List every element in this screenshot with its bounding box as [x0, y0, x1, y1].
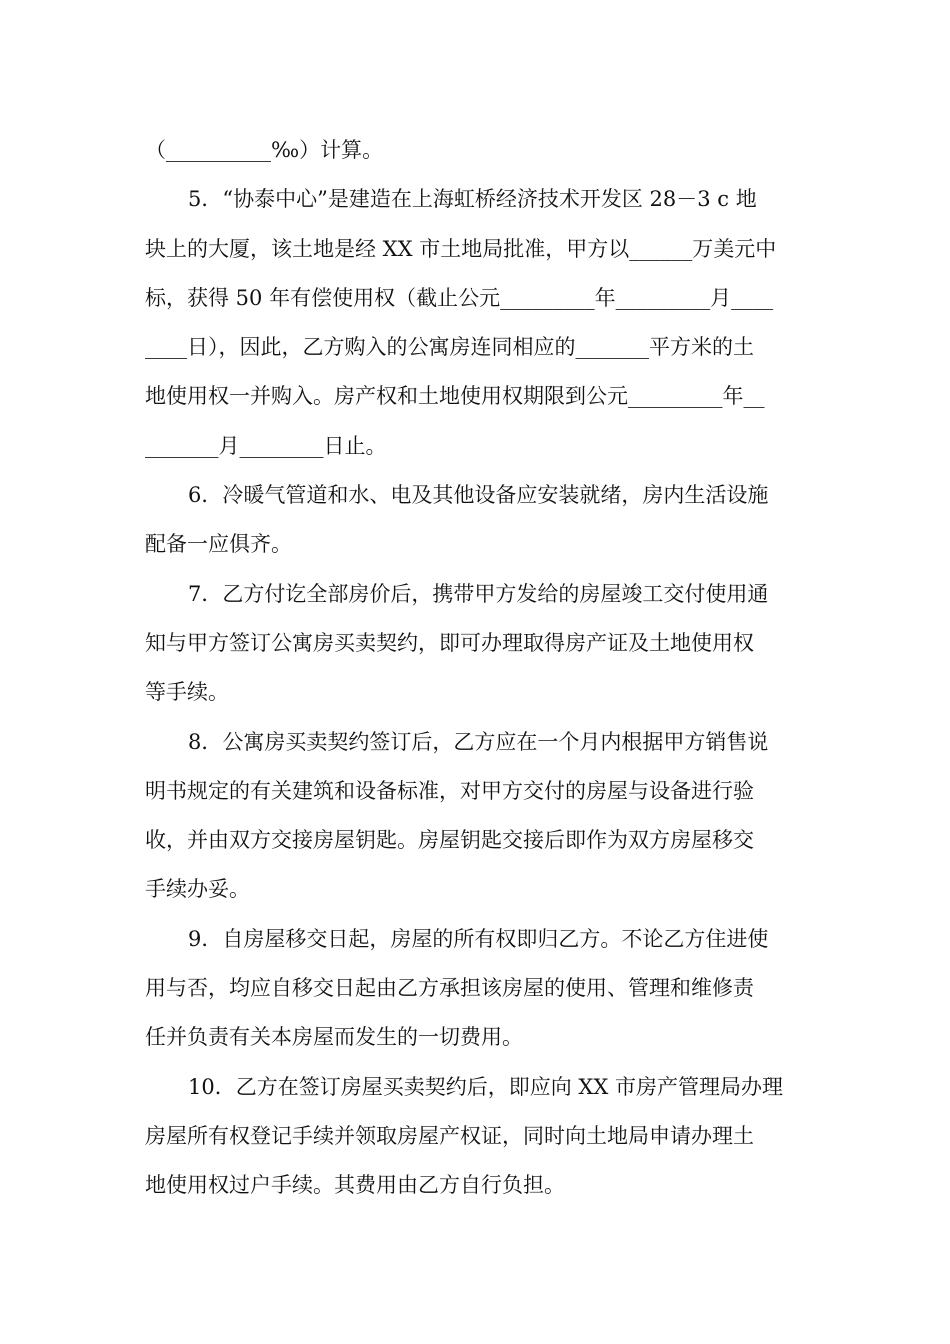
clause-8-line: 8．公寓房买卖契约签订后，乙方应在一个月内根据甲方销售说 [188, 729, 769, 754]
clause-6-line: 6．冷暖气管道和水、电及其他设备应安装就绪，房内生活设施 [188, 483, 769, 508]
text-line: 任并负责有关本房屋而发生的一切费用。 [145, 1025, 523, 1050]
text-line: 标，获得 50 年有偿使用权（截止公元_________年_________月____ [145, 285, 774, 310]
clause-7-line: 7．乙方付讫全部房价后，携带甲方发给的房屋竣工交付使用通 [188, 581, 769, 606]
clause-9-line: 9．自房屋移交日起，房屋的所有权即归乙方。不论乙方住进使 [188, 926, 769, 951]
text-line: 地使用权一并购入。房产权和土地使用权期限到公元_________年__ [145, 384, 765, 409]
text-line: 知与甲方签订公寓房买卖契约，即可办理取得房产证及土地使用权 [145, 630, 754, 655]
text-line: 收，并由双方交接房屋钥匙。房屋钥匙交接后即作为双方房屋移交 [145, 828, 754, 853]
text-line: ____日），因此，乙方购入的公寓房连同相应的_______平方米的土 [145, 335, 754, 360]
text-line: 地使用权过户手续。其费用由乙方自行负担。 [145, 1173, 565, 1198]
clause-5-line: 5．“协泰中心”是建造在上海虹桥经济技术开发区 28－3 c 地 [188, 187, 757, 212]
text-line: 手续办妥。 [145, 877, 250, 902]
text-line: 房屋所有权登记手续并领取房屋产权证，同时向土地局申请办理土 [145, 1123, 754, 1148]
text-line: （__________‰）计算。 [145, 138, 384, 162]
clause-10-line: 10．乙方在签订房屋买卖契约后，即应向 XX 市房产管理局办理 [188, 1074, 783, 1099]
text-line: 等手续。 [145, 680, 229, 705]
text-line: 块上的大厦，该土地是经 XX 市土地局批准，甲方以______万美元中 [145, 236, 777, 261]
document-body [145, 126, 825, 1211]
text-line: 用与否，均应自移交日起由乙方承担该房屋的使用、管理和维修责 [145, 976, 754, 1001]
text-line: 明书规定的有关建筑和设备标准，对甲方交付的房屋与设备进行验 [145, 778, 754, 803]
text-line: _______月________日止。 [145, 433, 387, 458]
text-line: 配备一应俱齐。 [145, 532, 292, 557]
